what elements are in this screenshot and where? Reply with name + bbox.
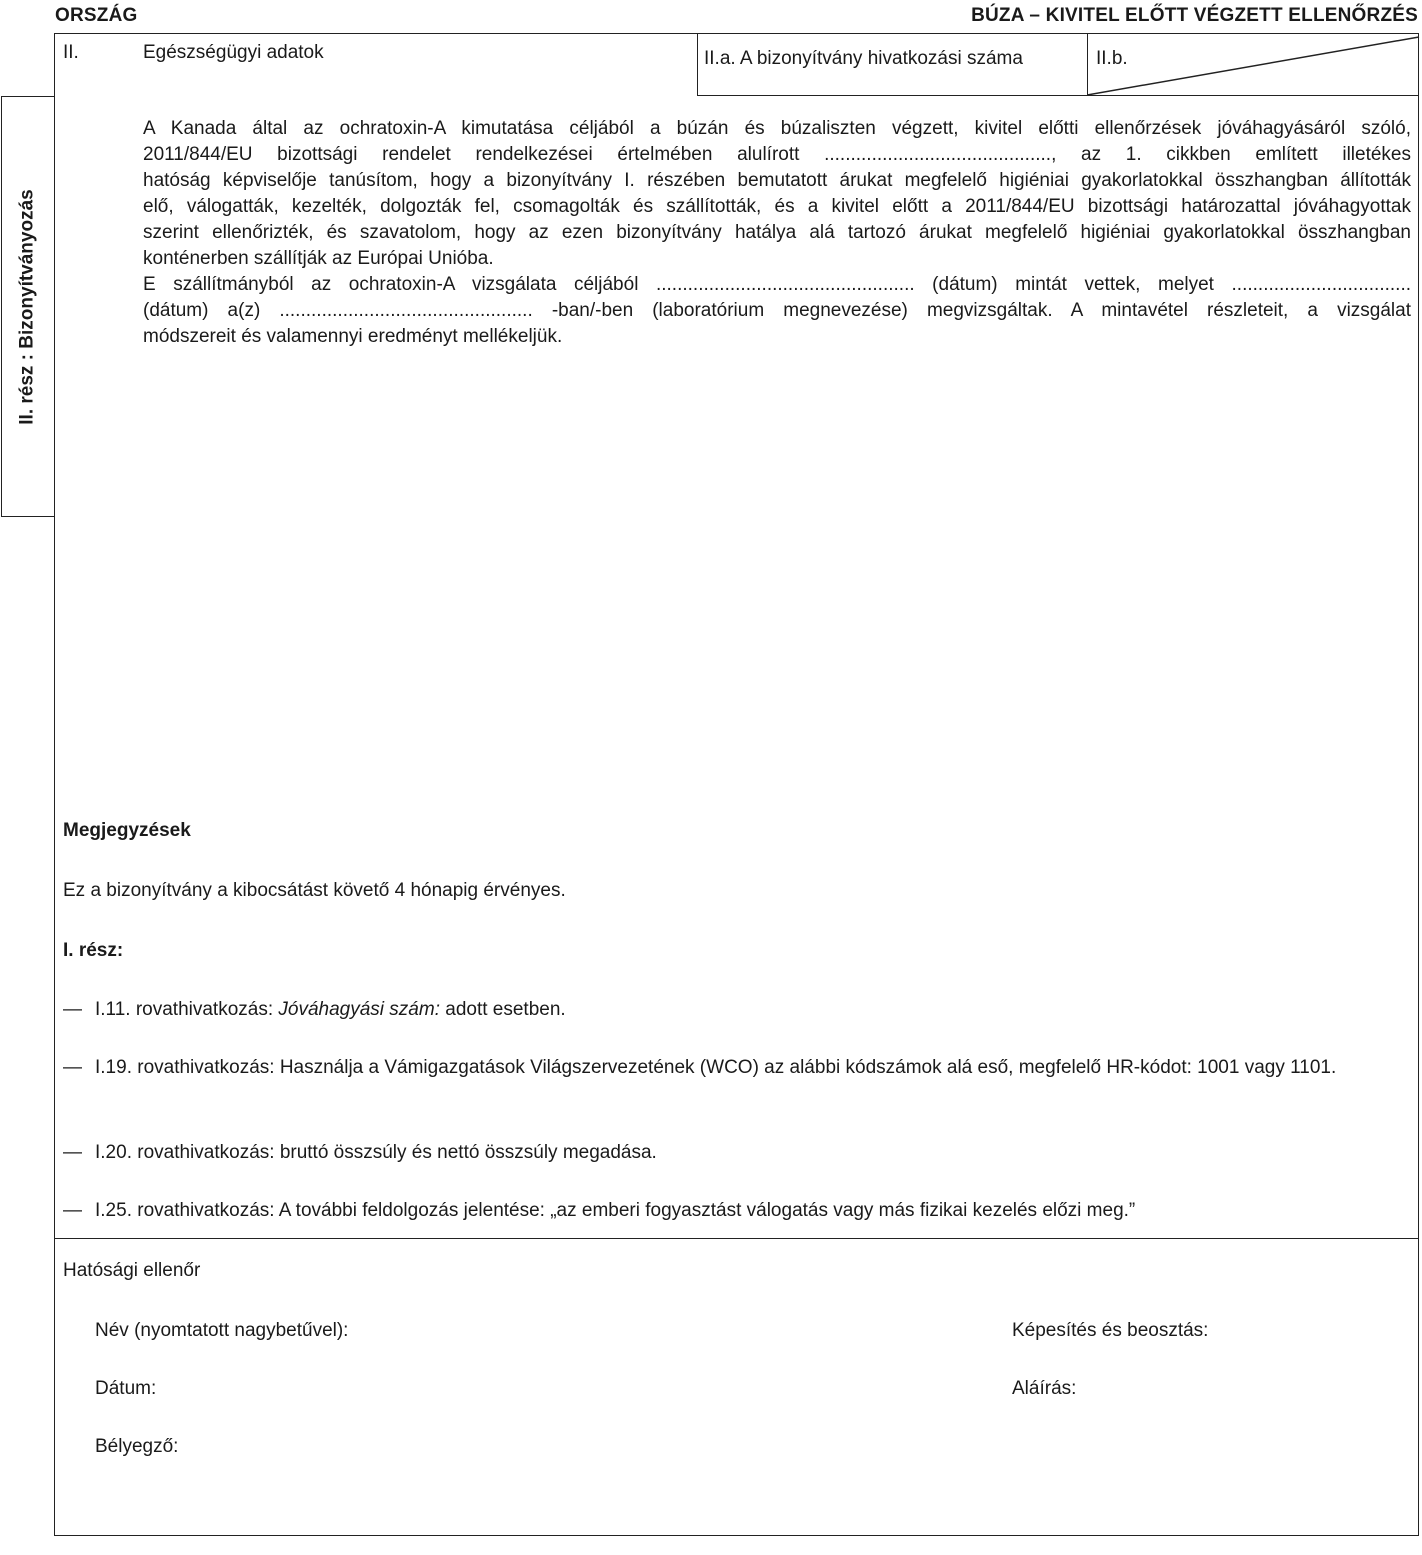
iib-diagonal-line: [1087, 33, 1420, 96]
certification-line: elő, válogatták, kezelték, dolgozták fel, csomagolták és szállították, és a kivitel előtt a 2011/844/EU bizottsági határozattal jóváhagyottak: [143, 196, 1411, 217]
certification-line: 2011/844/EU bizottsági rendelet rendelkezései értelmében alulírott ..........................................., az 1. cikkben említett illetékes: [143, 144, 1411, 165]
iib-label: II.b.: [1096, 48, 1128, 69]
note-item-italic: Jóváhagyási szám:: [278, 999, 440, 1020]
dash-bullet: —: [63, 1142, 82, 1163]
note-item-i11: [63, 997, 1411, 1023]
sampling-line: (dátum) a(z) ................................................ -ban/-ben (laboratórium megnevezése) megvizsgáltak. A mintavétel részleteit, a vizsgálat: [143, 300, 1411, 321]
sampling-line: E szállítmányból az ochratoxin-A vizsgálata céljából ................................................. (dátum) mintát vettek, melyet ..................................: [143, 274, 1411, 295]
dash-bullet: —: [63, 1057, 82, 1078]
qualification-field-label: Képesítés és beosztás:: [1012, 1320, 1209, 1341]
note-item-text: I.25. rovathivatkozás: A további feldolgozás jelentése: „az emberi fogyasztást válogatás vagy más fizikai kezelés előzi meg.”: [95, 1200, 1136, 1221]
inspector-label: Hatósági ellenőr: [63, 1260, 201, 1281]
certification-paragraph: [143, 116, 1411, 350]
dash-bullet: —: [63, 1200, 82, 1221]
stamp-field-label: Bélyegző:: [95, 1436, 179, 1457]
side-label-text: II. rész : Bizonyítványozás: [17, 188, 38, 425]
certification-line: szerint ellenőrizték, és szavatolom, hogy az ezen bizonyítvány hatálya alá tartozó árukat megfelelő higiéniai gyakorlatokkal összhangban: [143, 222, 1411, 243]
certification-line: konténerben szállítják az Európai Unióba.: [143, 248, 494, 269]
note-item-i19: [63, 1055, 1411, 1081]
note-item-i20: [63, 1140, 1411, 1166]
sampling-line: módszereit és valamennyi eredményt mellékeljük.: [143, 326, 563, 347]
certification-line: A Kanada által az ochratoxin-A kimutatása céljából a búzán és búzaliszten végzett, kivitel előtti ellenőrzések jóváhagyásáról szóló,: [143, 118, 1411, 139]
note-item-i25: [63, 1198, 1411, 1224]
reference-number-label: II.a. A bizonyítvány hivatkozási száma: [704, 48, 1023, 69]
note-item-text: I.19. rovathivatkozás: Használja a Vámigazgatások Világszervezetének (WCO) az alábbi kódszámok alá eső, megfelelő HR-kódot: 1001 vagy 1101.: [95, 1057, 1337, 1078]
section-number: II.: [63, 42, 79, 63]
note-item-text: I.20. rovathivatkozás: bruttó összsúly és nettó összsúly megadása.: [95, 1142, 657, 1163]
document-title: BÚZA – KIVITEL ELŐTT VÉGZETT ELLENŐRZÉS: [971, 5, 1418, 26]
section-title: Egészségügyi adatok: [143, 42, 324, 63]
note-item-suffix: adott esetben.: [439, 999, 566, 1020]
country-label: ORSZÁG: [55, 5, 138, 26]
notes-heading: Megjegyzések: [63, 820, 191, 841]
side-label: [2, 96, 54, 517]
top-row-divider-1: [697, 33, 698, 96]
part-one-heading: I. rész:: [63, 940, 124, 961]
note-item-text: I.11. rovathivatkozás:: [95, 999, 279, 1020]
certification-line: hatóság képviselője tanúsítom, hogy a bizonyítvány I. részében bemutatott árukat megfelelő higiéniai gyakorlatokkal összhangban állították: [143, 170, 1411, 191]
signature-divider: [54, 1238, 1419, 1239]
signature-field-label: Aláírás:: [1012, 1378, 1077, 1399]
validity-note: Ez a bizonyítvány a kibocsátást követő 4 hónapig érvényes.: [63, 880, 566, 901]
date-field-label: Dátum:: [95, 1378, 157, 1399]
dash-bullet: —: [63, 999, 82, 1020]
name-field-label: Név (nyomtatott nagybetűvel):: [95, 1320, 349, 1341]
